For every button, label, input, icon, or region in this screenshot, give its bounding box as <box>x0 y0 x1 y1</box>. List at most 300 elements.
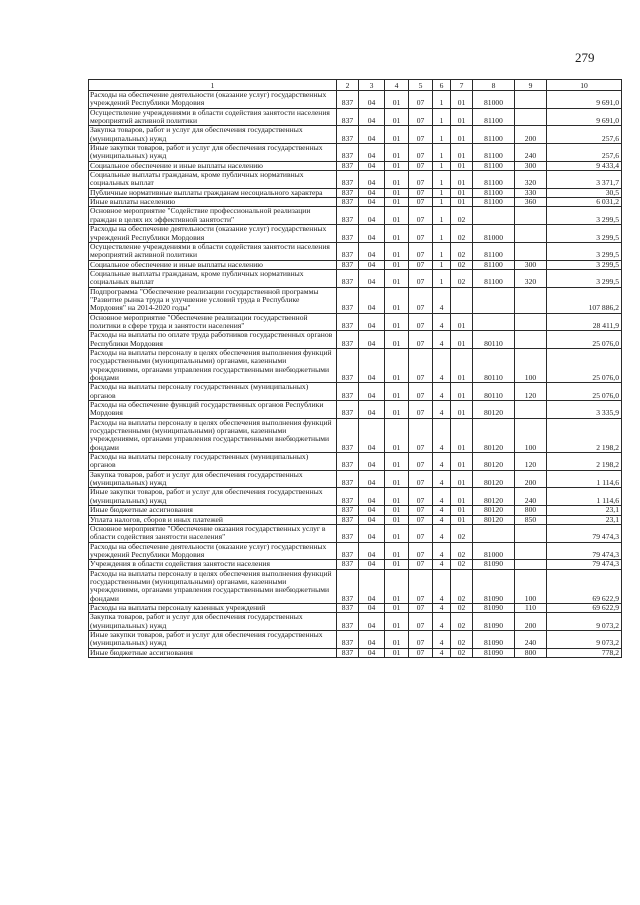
subprogram-code: 4 <box>433 470 451 488</box>
subprogram-code: 4 <box>433 287 451 313</box>
table-row <box>89 515 622 524</box>
ministry-code: 837 <box>337 560 359 569</box>
row-description: Расходы на обеспечение функций государственных органов Республики Мордовия <box>89 401 337 419</box>
column-header: 10 <box>547 80 622 91</box>
activity-code: 01 <box>451 144 473 162</box>
section-code: 04 <box>359 542 385 560</box>
subsection-code: 01 <box>385 161 409 170</box>
activity-code: 02 <box>451 569 473 603</box>
table-row <box>89 242 622 260</box>
program-code: 07 <box>409 198 433 207</box>
row-description: Расходы на выплаты персоналу в целях обеспечения выполнения функций государственными (муниципальными) органами, казенными учреждениями, органами управления государственными внебюджетными фондами <box>89 418 337 452</box>
amount: 69 622,9 <box>547 603 622 612</box>
subsection-code: 01 <box>385 569 409 603</box>
amount: 3 299,5 <box>547 207 622 225</box>
amount: 79 474,3 <box>547 524 622 542</box>
table-row <box>89 383 622 401</box>
ministry-code: 837 <box>337 348 359 382</box>
section-code: 04 <box>359 401 385 419</box>
ministry-code: 837 <box>337 453 359 471</box>
program-code: 07 <box>409 506 433 515</box>
program-code: 07 <box>409 453 433 471</box>
subsection-code: 01 <box>385 171 409 189</box>
table-row <box>89 188 622 197</box>
row-description: Расходы на выплаты персоналу в целях обеспечения выполнения функций государственными (муниципальными) органами, казенными учреждениями, органами управления государственными внебюджетными фондами <box>89 348 337 382</box>
amount: 257,6 <box>547 126 622 144</box>
amount: 28 411,9 <box>547 313 622 331</box>
direction-code: 81100 <box>473 188 515 197</box>
activity-code: 02 <box>451 269 473 287</box>
subsection-code: 01 <box>385 260 409 269</box>
section-code: 04 <box>359 287 385 313</box>
subprogram-code: 1 <box>433 242 451 260</box>
expense-type-code: 110 <box>515 603 547 612</box>
subprogram-code: 4 <box>433 524 451 542</box>
direction-code <box>473 207 515 225</box>
program-code: 07 <box>409 225 433 243</box>
section-code: 04 <box>359 569 385 603</box>
activity-code: 01 <box>451 383 473 401</box>
direction-code <box>473 313 515 331</box>
ministry-code: 837 <box>337 613 359 631</box>
expense-type-code <box>515 313 547 331</box>
subprogram-code: 4 <box>433 418 451 452</box>
expense-type-code: 300 <box>515 260 547 269</box>
subsection-code: 01 <box>385 648 409 657</box>
amount: 257,6 <box>547 144 622 162</box>
ministry-code: 837 <box>337 188 359 197</box>
direction-code: 81090 <box>473 630 515 648</box>
row-description: Основное мероприятие "Содействие профессиональной реализации граждан в целях их эффективной занятости" <box>89 207 337 225</box>
subsection-code: 01 <box>385 108 409 126</box>
subprogram-code: 4 <box>433 542 451 560</box>
subsection-code: 01 <box>385 453 409 471</box>
direction-code: 81100 <box>473 198 515 207</box>
activity-code: 01 <box>451 470 473 488</box>
expense-type-code: 240 <box>515 488 547 506</box>
direction-code <box>473 287 515 313</box>
expense-type-code: 200 <box>515 126 547 144</box>
activity-code: 02 <box>451 542 473 560</box>
ministry-code: 837 <box>337 269 359 287</box>
amount: 3 299,5 <box>547 242 622 260</box>
section-code: 04 <box>359 242 385 260</box>
table-row <box>89 287 622 313</box>
row-description: Расходы на выплаты по оплате труда работников государственных органов Республики Мордовия <box>89 331 337 349</box>
ministry-code: 837 <box>337 630 359 648</box>
expense-type-code: 100 <box>515 569 547 603</box>
direction-code: 81100 <box>473 161 515 170</box>
program-code: 07 <box>409 470 433 488</box>
subprogram-code: 4 <box>433 560 451 569</box>
subprogram-code: 4 <box>433 348 451 382</box>
section-code: 04 <box>359 453 385 471</box>
program-code: 07 <box>409 108 433 126</box>
table-row <box>89 648 622 657</box>
activity-code: 02 <box>451 603 473 612</box>
row-description: Расходы на обеспечение деятельности (оказание услуг) государственных учреждений Республики Мордовия <box>89 225 337 243</box>
expense-type-code <box>515 91 547 109</box>
activity-code: 01 <box>451 126 473 144</box>
direction-code: 81100 <box>473 108 515 126</box>
program-code: 07 <box>409 313 433 331</box>
program-code: 07 <box>409 171 433 189</box>
direction-code: 81100 <box>473 269 515 287</box>
row-description: Иные закупки товаров, работ и услуг для обеспечения государственных (муниципальных) нужд <box>89 144 337 162</box>
subsection-code: 01 <box>385 144 409 162</box>
direction-code: 80120 <box>473 470 515 488</box>
row-description: Иные закупки товаров, работ и услуг для обеспечения государственных (муниципальных) нужд <box>89 630 337 648</box>
amount: 3 335,9 <box>547 401 622 419</box>
subprogram-code: 1 <box>433 225 451 243</box>
table-body <box>89 91 622 658</box>
row-description: Закупка товаров, работ и услуг для обеспечения государственных (муниципальных) нужд <box>89 126 337 144</box>
section-code: 04 <box>359 524 385 542</box>
amount: 79 474,3 <box>547 560 622 569</box>
activity-code: 01 <box>451 506 473 515</box>
ministry-code: 837 <box>337 331 359 349</box>
subsection-code: 01 <box>385 126 409 144</box>
program-code: 07 <box>409 542 433 560</box>
amount: 9 433,4 <box>547 161 622 170</box>
section-code: 04 <box>359 506 385 515</box>
section-code: 04 <box>359 630 385 648</box>
table-row <box>89 198 622 207</box>
section-code: 04 <box>359 331 385 349</box>
program-code: 07 <box>409 524 433 542</box>
section-code: 04 <box>359 348 385 382</box>
activity-code: 02 <box>451 630 473 648</box>
section-code: 04 <box>359 470 385 488</box>
program-code: 07 <box>409 383 433 401</box>
row-description: Расходы на выплаты персоналу государственных (муниципальных) органов <box>89 383 337 401</box>
table-row <box>89 630 622 648</box>
expense-type-code <box>515 207 547 225</box>
table-row <box>89 560 622 569</box>
subprogram-code: 4 <box>433 569 451 603</box>
subsection-code: 01 <box>385 603 409 612</box>
row-description: Социальное обеспечение и иные выплаты населению <box>89 260 337 269</box>
amount: 1 114,6 <box>547 488 622 506</box>
program-code: 07 <box>409 648 433 657</box>
table-row <box>89 524 622 542</box>
subsection-code: 01 <box>385 225 409 243</box>
activity-code: 01 <box>451 188 473 197</box>
direction-code: 80120 <box>473 515 515 524</box>
subprogram-code: 1 <box>433 144 451 162</box>
expense-type-code: 850 <box>515 515 547 524</box>
budget-table <box>88 79 622 658</box>
subprogram-code: 4 <box>433 515 451 524</box>
subsection-code: 01 <box>385 383 409 401</box>
activity-code: 02 <box>451 524 473 542</box>
table-row <box>89 225 622 243</box>
section-code: 04 <box>359 207 385 225</box>
subprogram-code: 1 <box>433 161 451 170</box>
amount: 6 031,2 <box>547 198 622 207</box>
activity-code: 02 <box>451 225 473 243</box>
subsection-code: 01 <box>385 542 409 560</box>
direction-code: 80120 <box>473 418 515 452</box>
expense-type-code <box>515 331 547 349</box>
table-row <box>89 260 622 269</box>
row-description: Закупка товаров, работ и услуг для обеспечения государственных (муниципальных) нужд <box>89 470 337 488</box>
amount: 69 622,9 <box>547 569 622 603</box>
program-code: 07 <box>409 515 433 524</box>
table-row <box>89 331 622 349</box>
column-header: 6 <box>433 80 451 91</box>
ministry-code: 837 <box>337 198 359 207</box>
amount: 2 198,2 <box>547 453 622 471</box>
program-code: 07 <box>409 348 433 382</box>
expense-type-code <box>515 242 547 260</box>
expense-type-code: 100 <box>515 418 547 452</box>
program-code: 07 <box>409 560 433 569</box>
direction-code: 81100 <box>473 242 515 260</box>
subsection-code: 01 <box>385 470 409 488</box>
subprogram-code: 4 <box>433 613 451 631</box>
ministry-code: 837 <box>337 418 359 452</box>
subsection-code: 01 <box>385 524 409 542</box>
row-description: Расходы на выплаты персоналу государственных (муниципальных) органов <box>89 453 337 471</box>
expense-type-code: 240 <box>515 144 547 162</box>
direction-code: 80110 <box>473 348 515 382</box>
amount: 30,5 <box>547 188 622 197</box>
section-code: 04 <box>359 603 385 612</box>
row-description: Осуществление учреждениями в области содействия занятости населения мероприятий активной политики <box>89 242 337 260</box>
column-header: 2 <box>337 80 359 91</box>
table-row <box>89 313 622 331</box>
subsection-code: 01 <box>385 198 409 207</box>
subprogram-code: 1 <box>433 126 451 144</box>
amount: 23,1 <box>547 506 622 515</box>
subprogram-code: 4 <box>433 313 451 331</box>
subsection-code: 01 <box>385 348 409 382</box>
subprogram-code: 4 <box>433 648 451 657</box>
amount: 2 198,2 <box>547 418 622 452</box>
program-code: 07 <box>409 603 433 612</box>
subprogram-code: 4 <box>433 630 451 648</box>
section-code: 04 <box>359 225 385 243</box>
expense-type-code: 120 <box>515 453 547 471</box>
section-code: 04 <box>359 108 385 126</box>
section-code: 04 <box>359 91 385 109</box>
direction-code: 80110 <box>473 331 515 349</box>
row-description: Учреждения в области содействия занятости населения <box>89 560 337 569</box>
amount: 3 299,5 <box>547 269 622 287</box>
table-row <box>89 269 622 287</box>
amount: 9 073,2 <box>547 613 622 631</box>
section-code: 04 <box>359 613 385 631</box>
row-description: Социальные выплаты гражданам, кроме публичных нормативных социальных выплат <box>89 171 337 189</box>
section-code: 04 <box>359 198 385 207</box>
section-code: 04 <box>359 418 385 452</box>
direction-code: 81100 <box>473 144 515 162</box>
expense-type-code <box>515 287 547 313</box>
activity-code: 01 <box>451 348 473 382</box>
expense-type-code: 240 <box>515 630 547 648</box>
direction-code: 80120 <box>473 488 515 506</box>
header-row <box>89 80 622 91</box>
amount: 9 073,2 <box>547 630 622 648</box>
direction-code: 80120 <box>473 453 515 471</box>
table-row <box>89 108 622 126</box>
row-description: Основное мероприятие "Обеспечение реализации государственной политики в сфере труда и занятости населения" <box>89 313 337 331</box>
direction-code: 81100 <box>473 126 515 144</box>
row-description: Расходы на выплаты персоналу казенных учреждений <box>89 603 337 612</box>
section-code: 04 <box>359 260 385 269</box>
subsection-code: 01 <box>385 401 409 419</box>
subprogram-code: 4 <box>433 331 451 349</box>
table-row <box>89 506 622 515</box>
expense-type-code: 320 <box>515 269 547 287</box>
table-row <box>89 542 622 560</box>
ministry-code: 837 <box>337 470 359 488</box>
activity-code <box>451 287 473 313</box>
amount: 79 474,3 <box>547 542 622 560</box>
ministry-code: 837 <box>337 603 359 612</box>
table-row <box>89 603 622 612</box>
subprogram-code: 1 <box>433 207 451 225</box>
activity-code: 02 <box>451 207 473 225</box>
subsection-code: 01 <box>385 91 409 109</box>
expense-type-code: 200 <box>515 470 547 488</box>
subprogram-code: 1 <box>433 91 451 109</box>
subprogram-code: 4 <box>433 401 451 419</box>
expense-type-code: 100 <box>515 348 547 382</box>
subsection-code: 01 <box>385 188 409 197</box>
direction-code: 81090 <box>473 560 515 569</box>
section-code: 04 <box>359 188 385 197</box>
ministry-code: 837 <box>337 242 359 260</box>
expense-type-code <box>515 524 547 542</box>
subsection-code: 01 <box>385 313 409 331</box>
table-row <box>89 126 622 144</box>
column-header: 5 <box>409 80 433 91</box>
program-code: 07 <box>409 287 433 313</box>
column-header: 1 <box>89 80 337 91</box>
program-code: 07 <box>409 260 433 269</box>
subprogram-code: 1 <box>433 188 451 197</box>
ministry-code: 837 <box>337 542 359 560</box>
direction-code: 81090 <box>473 603 515 612</box>
row-description: Подпрограмма "Обеспечение реализации государственной программы "Развитие рынка труда и улучшение условий труда в Республике Мордовия" на 2014-2020 годы" <box>89 287 337 313</box>
expense-type-code <box>515 225 547 243</box>
subsection-code: 01 <box>385 506 409 515</box>
row-description: Осуществление учреждениями в области содействия занятости населения мероприятий активной политики <box>89 108 337 126</box>
ministry-code: 837 <box>337 515 359 524</box>
table-row <box>89 470 622 488</box>
subsection-code: 01 <box>385 560 409 569</box>
ministry-code: 837 <box>337 401 359 419</box>
section-code: 04 <box>359 383 385 401</box>
direction-code: 80120 <box>473 506 515 515</box>
table-row <box>89 161 622 170</box>
table-row <box>89 348 622 382</box>
program-code: 07 <box>409 91 433 109</box>
direction-code: 80120 <box>473 401 515 419</box>
ministry-code: 837 <box>337 207 359 225</box>
expense-type-code <box>515 560 547 569</box>
activity-code: 02 <box>451 242 473 260</box>
amount: 3 299,5 <box>547 260 622 269</box>
subsection-code: 01 <box>385 207 409 225</box>
expense-type-code: 120 <box>515 383 547 401</box>
row-description: Иные закупки товаров, работ и услуг для обеспечения государственных (муниципальных) нужд <box>89 488 337 506</box>
ministry-code: 837 <box>337 260 359 269</box>
amount: 25 076,0 <box>547 383 622 401</box>
activity-code: 01 <box>451 313 473 331</box>
activity-code: 01 <box>451 108 473 126</box>
section-code: 04 <box>359 161 385 170</box>
activity-code: 01 <box>451 91 473 109</box>
column-header: 4 <box>385 80 409 91</box>
direction-code: 81000 <box>473 91 515 109</box>
subprogram-code: 1 <box>433 198 451 207</box>
amount: 9 691,0 <box>547 108 622 126</box>
section-code: 04 <box>359 560 385 569</box>
ministry-code: 837 <box>337 569 359 603</box>
activity-code: 01 <box>451 198 473 207</box>
ministry-code: 837 <box>337 524 359 542</box>
ministry-code: 837 <box>337 126 359 144</box>
amount: 3 299,5 <box>547 225 622 243</box>
program-code: 07 <box>409 613 433 631</box>
subprogram-code: 1 <box>433 171 451 189</box>
direction-code: 81100 <box>473 171 515 189</box>
direction-code: 81090 <box>473 569 515 603</box>
activity-code: 02 <box>451 260 473 269</box>
ministry-code: 837 <box>337 171 359 189</box>
expense-type-code <box>515 401 547 419</box>
ministry-code: 837 <box>337 488 359 506</box>
row-description: Расходы на обеспечение деятельности (оказание услуг) государственных учреждений Республики Мордовия <box>89 542 337 560</box>
program-code: 07 <box>409 418 433 452</box>
amount: 9 691,0 <box>547 91 622 109</box>
ministry-code: 837 <box>337 383 359 401</box>
direction-code <box>473 524 515 542</box>
ministry-code: 837 <box>337 91 359 109</box>
row-description: Расходы на обеспечение деятельности (оказание услуг) государственных учреждений Республики Мордовия <box>89 91 337 109</box>
direction-code: 81000 <box>473 225 515 243</box>
direction-code: 80110 <box>473 383 515 401</box>
subsection-code: 01 <box>385 613 409 631</box>
column-header: 7 <box>451 80 473 91</box>
amount: 23,1 <box>547 515 622 524</box>
direction-code: 81090 <box>473 613 515 631</box>
program-code: 07 <box>409 144 433 162</box>
activity-code: 01 <box>451 453 473 471</box>
row-description: Основное мероприятие "Обеспечение оказания государственных услуг в области содействия занятости населения" <box>89 524 337 542</box>
expense-type-code: 320 <box>515 171 547 189</box>
ministry-code: 837 <box>337 108 359 126</box>
ministry-code: 837 <box>337 313 359 331</box>
activity-code: 01 <box>451 171 473 189</box>
program-code: 07 <box>409 569 433 603</box>
direction-code: 81090 <box>473 648 515 657</box>
subsection-code: 01 <box>385 488 409 506</box>
subsection-code: 01 <box>385 331 409 349</box>
program-code: 07 <box>409 242 433 260</box>
expense-type-code <box>515 542 547 560</box>
direction-code: 81000 <box>473 542 515 560</box>
subsection-code: 01 <box>385 418 409 452</box>
program-code: 07 <box>409 488 433 506</box>
activity-code: 01 <box>451 331 473 349</box>
program-code: 07 <box>409 161 433 170</box>
activity-code: 01 <box>451 488 473 506</box>
section-code: 04 <box>359 144 385 162</box>
